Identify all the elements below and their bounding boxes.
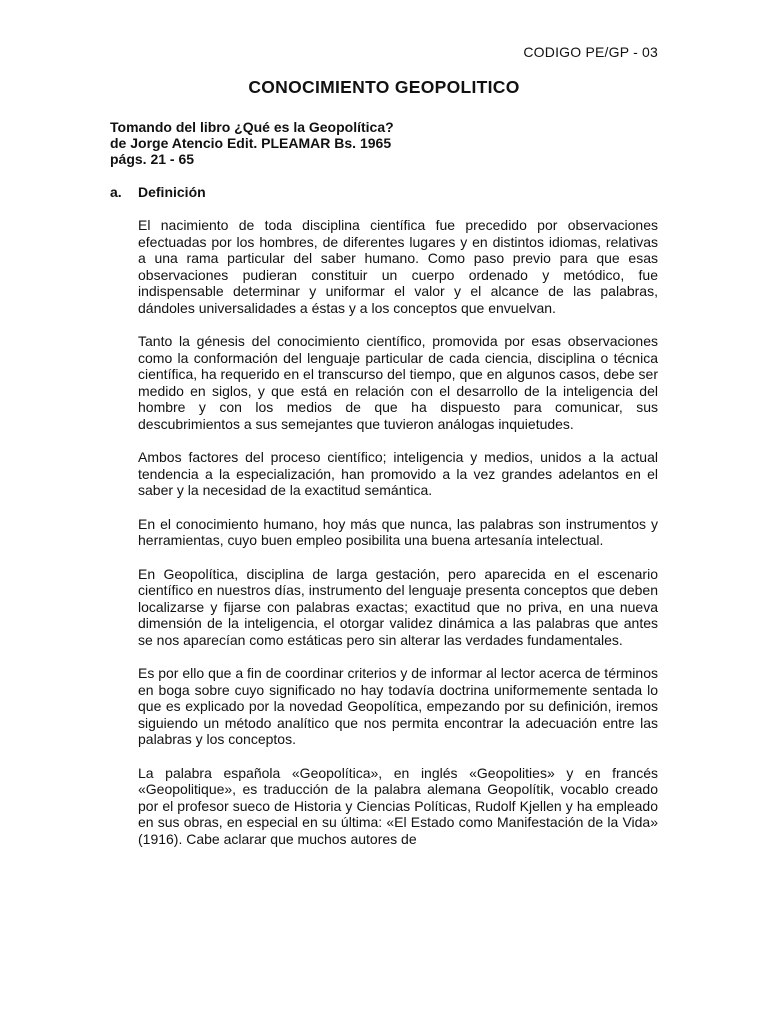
paragraph: Es por ello que a fin de coordinar criterios y de informar al lector acerca de términos en boga sobre cuyo significado no hay todavía doctrina uniformemente sentada lo que es explicado por la novedad Geopolítica, empezando por su definición, iremos siguiendo un método analítico que nos permita encontrar la adecuación entre las palabras y los conceptos. (138, 665, 658, 747)
paragraph: En el conocimiento humano, hoy más que nunca, las palabras son instrumentos y herramientas, cuyo buen empleo posibilita una buena artesanía intelectual. (138, 515, 658, 548)
paragraph: El nacimiento de toda disciplina científica fue precedido por observaciones efectuadas por los hombres, de diferentes lugares y en distintos idiomas, relativas a una rama particular del saber humano. Como paso previo para que esas observaciones pudieran constituir un cuerpo ordenado y metódico, fue indispensable determinar y uniformar el valor y el alcance de las palabras, dándoles universalidades a éstas y a los conceptos que envuelvan. (138, 217, 658, 316)
source-line-book: Tomando del libro ¿Qué es la Geopolítica? (110, 119, 394, 135)
source-line-author: de Jorge Atencio Edit. PLEAMAR Bs. 1965 (110, 135, 392, 151)
page-title: CONOCIMIENTO GEOPOLITICO (248, 77, 520, 97)
document-code: CODIGO PE/GP - 03 (523, 44, 658, 60)
paragraph: Tanto la génesis del conocimiento científico, promovida por esas observaciones como la conformación del lenguaje particular de cada ciencia, disciplina o técnica científica, ha requerido en el transcurso del tiempo, que en algunos casos, debe ser medido en siglos, y que está en relación con el desarrollo de la inteligencia del hombre y con los medios de que ha dispuesto para comunicar, sus descubrimientos a sus semejantes que tuvieron análogas inquietudes. (138, 333, 658, 432)
source-line-pages: págs. 21 - 65 (110, 151, 195, 167)
section-title: Definición (138, 184, 206, 200)
paragraph: Ambos factores del proceso científico; inteligencia y medios, unidos a la actual tendencia a la especialización, han promovido a la vez grandes adelantos en el saber y la necesidad de la exactitud semántica. (138, 449, 658, 498)
paragraph: En Geopolítica, disciplina de larga gestación, pero aparecida en el escenario científico en nuestros días, instrumento del lenguaje presenta conceptos que deben localizarse y fijarse con palabras exactas; exactitud que no priva, en una nueva dimensión de la inteligencia, el otorgar validez dinámica a las palabras que antes se nos aparecían como estáticas pero sin alterar las verdades fundamentales. (138, 565, 658, 648)
section-heading (110, 184, 206, 200)
section-marker: a. (110, 184, 122, 200)
source-reference (110, 119, 394, 167)
paragraph: La palabra española «Geopolítica», en inglés «Geopolities» y en francés «Geopolitique», es traducción de la palabra alemana Geopolítik, vocablo creado por el profesor sueco de Historia y Ciencias Políticas, Rudolf Kjellen y ha empleado en sus obras, en especial en su última: «El Estado como Manifestación de la Vida» (1916). Cabe aclarar que muchos autores de (138, 764, 658, 847)
body-text (138, 217, 658, 847)
